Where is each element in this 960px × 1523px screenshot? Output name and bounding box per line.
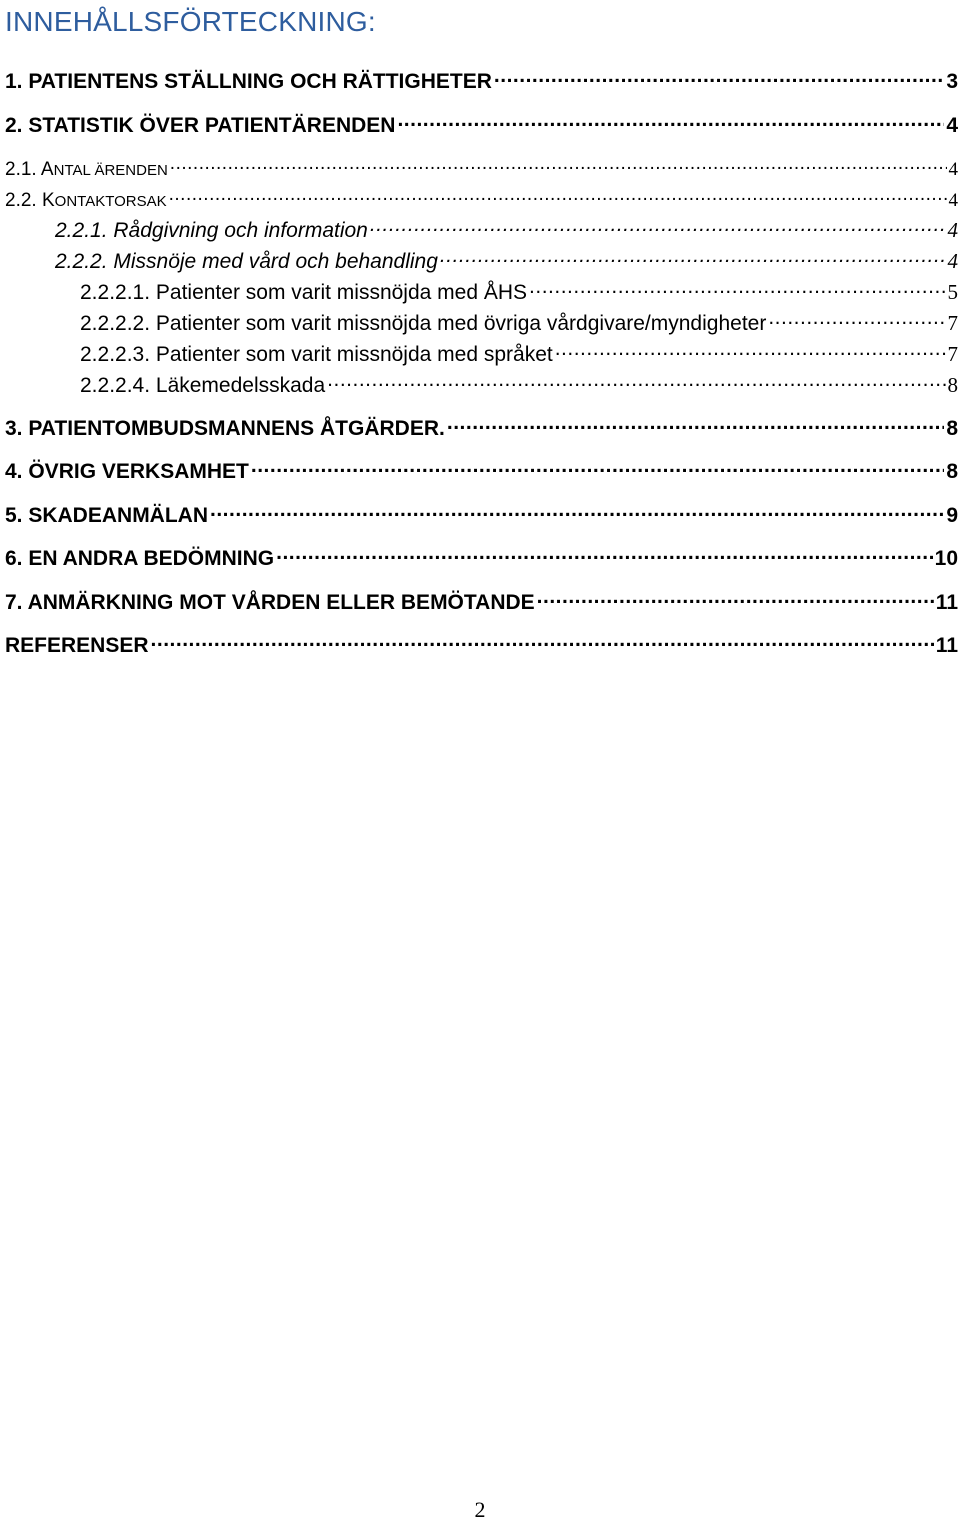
toc-entry-2-2[interactable]: [5, 187, 958, 212]
toc-entry-4[interactable]: [5, 457, 958, 484]
toc-entry-text: 7. ANMÄRKNING MOT VÅRDEN ELLER BEMÖTANDE: [5, 591, 535, 614]
dot-leader: [370, 216, 946, 237]
toc-entry-text: 3. PATIENTOMBUDSMANNENS ÅTGÄRDER.: [5, 417, 445, 440]
toc-entry-prefix: 2.1. A: [5, 159, 54, 180]
toc-entry-text: REFERENSER: [5, 634, 149, 657]
toc-entry-text: 2.2.1. Rådgivning och information: [55, 219, 368, 242]
toc-page-number: 11: [935, 591, 958, 614]
toc-entry-text: 2. STATISTIK ÖVER PATIENTÄRENDEN: [5, 114, 396, 137]
toc-entry-smallcaps: NTAL ÄRENDEN: [53, 162, 168, 179]
toc-entry-text: 5. SKADEANMÄLAN: [5, 504, 209, 527]
toc-entry-text: 2.2.2.4. Läkemedelsskada: [80, 374, 326, 397]
dot-leader: [529, 278, 945, 299]
toc-entry-2[interactable]: [5, 111, 958, 138]
toc-entry-text: 4. ÖVRIG VERKSAMHET: [5, 460, 249, 483]
toc-page-number: 4: [947, 249, 958, 273]
toc-page-number: 8: [947, 373, 958, 397]
toc-title: INNEHÅLLSFÖRTECKNING:: [5, 6, 376, 37]
toc-entry-2-2-2-4[interactable]: [80, 371, 958, 398]
dot-leader: [170, 156, 947, 175]
toc-page-number: 9: [946, 504, 958, 527]
dot-leader: [494, 67, 944, 88]
toc-page-number: 4: [946, 114, 958, 137]
dot-leader: [210, 501, 944, 522]
toc-entry-2-2-2[interactable]: [55, 247, 958, 274]
toc-entry-text: [5, 190, 167, 212]
dot-leader: [327, 371, 945, 392]
toc-entry-text: 2.2.2.2. Patienter som varit missnöjda med övriga vårdgivare/myndigheter: [80, 312, 767, 335]
dot-leader: [151, 631, 934, 652]
toc-page-number: 4: [948, 159, 958, 180]
toc-entry-text: 2.2.2.3. Patienter som varit missnöjda med språket: [80, 343, 553, 366]
toc-entry-3[interactable]: [5, 414, 958, 441]
toc-entry-text: 6. EN ANDRA BEDÖMNING: [5, 547, 275, 570]
dot-leader: [768, 309, 945, 330]
toc-page-number: 8: [946, 460, 958, 483]
dot-leader: [397, 111, 944, 132]
toc-entry-text: [5, 159, 168, 181]
toc-entry-prefix: 2.2. K: [5, 190, 55, 211]
toc-entry-text: 2.2.2.1. Patienter som varit missnöjda med ÅHS: [80, 281, 528, 304]
toc-entry-5[interactable]: [5, 501, 958, 528]
toc-entry-text: 2.2.2. Missnöje med vård och behandling: [55, 250, 438, 273]
dot-leader: [555, 340, 946, 361]
toc-entry-7[interactable]: [5, 588, 958, 615]
toc-page-number: 10: [934, 547, 958, 570]
dot-leader: [447, 414, 944, 435]
toc-entry-2-2-2-2[interactable]: [80, 309, 958, 336]
page-number: 2: [474, 1497, 486, 1522]
toc-page-number: 8: [946, 417, 958, 440]
dot-leader: [276, 544, 933, 565]
toc-entry-2-1[interactable]: [5, 156, 958, 181]
toc-entry-1[interactable]: [5, 67, 958, 94]
dot-leader: [537, 588, 934, 609]
toc-entry-2-2-2-3[interactable]: [80, 340, 958, 367]
toc-page-number: 7: [947, 311, 958, 335]
toc-entry-2-2-1[interactable]: [55, 216, 958, 243]
toc-entry-references[interactable]: [5, 631, 958, 658]
dot-leader: [440, 247, 946, 268]
toc-entry-2-2-2-1[interactable]: [80, 278, 958, 305]
toc-entry-text: 1. PATIENTENS STÄLLNING OCH RÄTTIGHETER: [5, 70, 492, 93]
toc-page-number: 5: [947, 280, 958, 304]
toc-page-number: 3: [946, 70, 958, 93]
toc-page-number: 11: [935, 634, 958, 657]
dot-leader: [251, 457, 944, 478]
toc-page-number: 4: [948, 190, 958, 211]
toc-entry-6[interactable]: [5, 544, 958, 571]
toc-entry-smallcaps: ONTAKTORSAK: [54, 193, 167, 210]
toc-page-number: 4: [947, 218, 958, 242]
toc-page-number: 7: [947, 342, 958, 366]
dot-leader: [169, 187, 947, 206]
